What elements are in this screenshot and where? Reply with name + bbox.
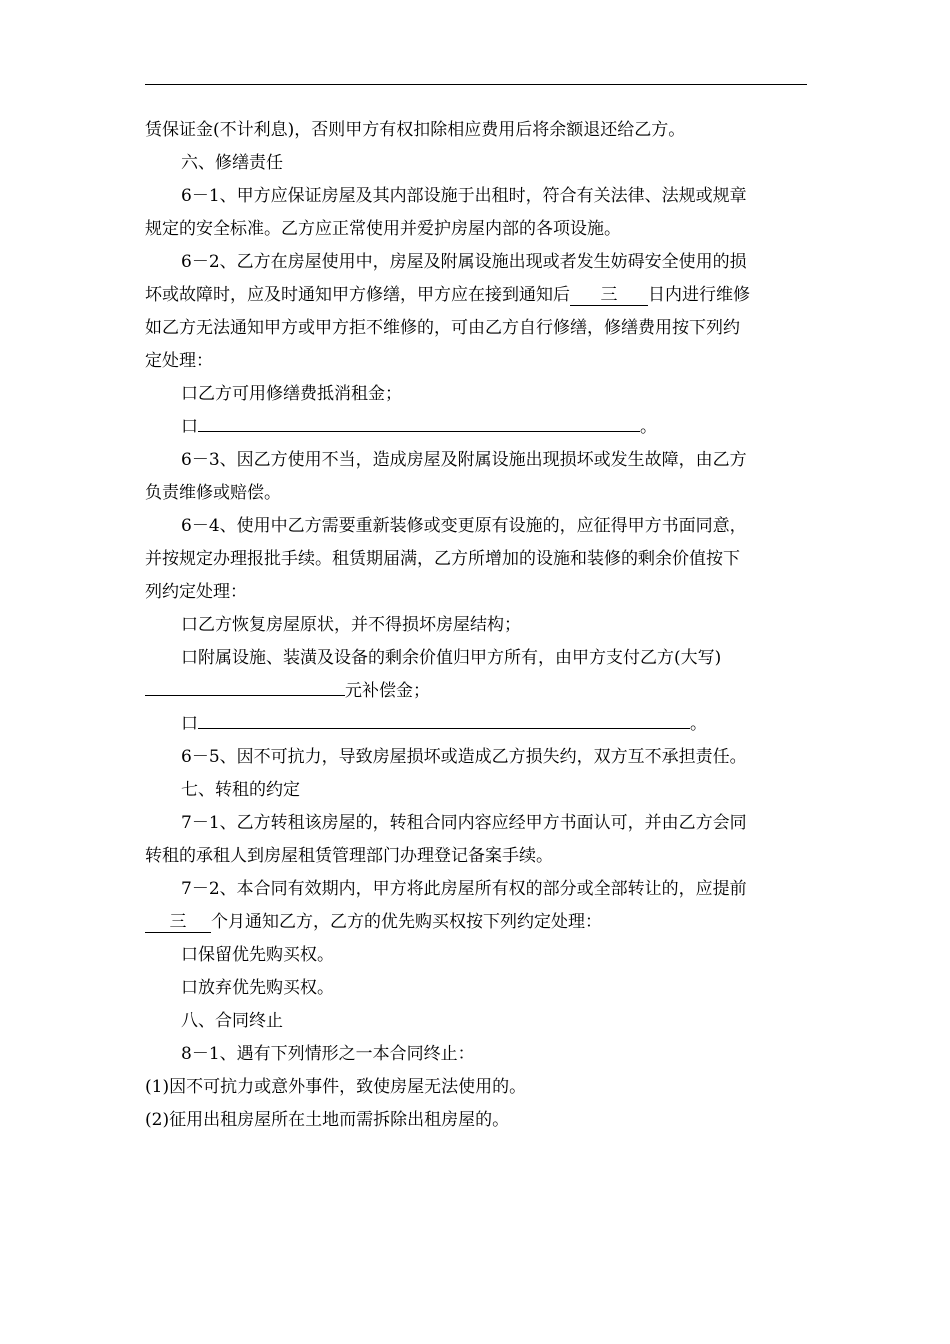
list-item: (2)征用出租房屋所在土地而需拆除出租房屋的。 xyxy=(145,1110,510,1130)
paragraph-line-with-blank xyxy=(145,675,809,708)
fill-blank xyxy=(198,728,690,729)
paragraph-line-with-blank xyxy=(145,906,809,939)
paragraph-line: 定处理： xyxy=(145,351,213,371)
paragraph-line: 6－4、使用中乙方需要重新装修或变更原有设施的，应征得甲方书面同意， xyxy=(181,516,747,536)
fill-blank-amount xyxy=(145,695,345,696)
line-text: 日内进行维修 xyxy=(648,285,750,305)
paragraph-line-with-blank xyxy=(145,279,809,312)
paragraph-line: 赁保证金(不计利息)，否则甲方有权扣除相应费用后将余额退还给乙方。 xyxy=(145,120,686,140)
paragraph-line: 列约定处理： xyxy=(145,582,247,602)
line-text: 元补偿金； xyxy=(345,681,430,701)
paragraph-line: 7－1、乙方转租该房屋的，转租合同内容应经甲方书面认可，并由乙方会同 xyxy=(181,813,747,833)
paragraph-line: 8－1、遇有下列情形之一本合同终止： xyxy=(181,1044,475,1064)
paragraph-line: 负责维修或赔偿。 xyxy=(145,483,281,503)
checkbox-option-blank xyxy=(145,708,809,741)
section-heading: 六、修缮责任 xyxy=(181,153,283,173)
section-heading: 七、转租的约定 xyxy=(181,780,300,800)
checkbox-option: 口附属设施、装潢及设备的剩余价值归甲方所有，由甲方支付乙方(大写) xyxy=(181,648,722,668)
document-body xyxy=(145,114,809,1137)
paragraph-line: 7－2、本合同有效期内，甲方将此房屋所有权的部分或全部转让的，应提前 xyxy=(181,879,747,899)
checkbox-mark: 口 xyxy=(181,714,198,734)
fill-blank-months: 三 xyxy=(145,912,211,933)
paragraph-line: 规定的安全标准。乙方应正常使用并爱护房屋内部的各项设施。 xyxy=(145,219,621,239)
checkbox-option: 口乙方可用修缮费抵消租金； xyxy=(181,384,402,404)
line-text: 个月通知乙方，乙方的优先购买权按下列约定处理： xyxy=(211,912,602,932)
paragraph-line: 6－2、乙方在房屋使用中，房屋及附属设施出现或者发生妨碍安全使用的损 xyxy=(181,252,747,272)
line-end: 。 xyxy=(640,417,657,437)
paragraph-line: 并按规定办理报批手续。租赁期届满，乙方所增加的设施和装修的剩余价值按下 xyxy=(145,549,740,569)
checkbox-mark: 口 xyxy=(181,417,198,437)
checkbox-option-blank xyxy=(145,411,809,444)
paragraph-line: 如乙方无法通知甲方或甲方拒不维修的，可由乙方自行修缮，修缮费用按下列约 xyxy=(145,318,740,338)
paragraph-line: 转租的承租人到房屋租赁管理部门办理登记备案手续。 xyxy=(145,846,553,866)
fill-blank xyxy=(198,431,640,432)
paragraph-line: 6－5、因不可抗力，导致房屋损坏或造成乙方损失约，双方互不承担责任。 xyxy=(181,747,747,767)
header-rule xyxy=(145,84,807,85)
paragraph-line: 6－3、因乙方使用不当，造成房屋及附属设施出现损坏或发生故障，由乙方 xyxy=(181,450,747,470)
line-end: 。 xyxy=(690,714,707,734)
line-text: 坏或故障时，应及时通知甲方修缮，甲方应在接到通知后 xyxy=(145,285,570,305)
paragraph-line: 6－1、甲方应保证房屋及其内部设施于出租时，符合有关法律、法规或规章 xyxy=(181,186,747,206)
checkbox-option: 口保留优先购买权。 xyxy=(181,945,334,965)
checkbox-option: 口乙方恢复房屋原状，并不得损坏房屋结构； xyxy=(181,615,521,635)
section-heading: 八、合同终止 xyxy=(181,1011,283,1031)
checkbox-option: 口放弃优先购买权。 xyxy=(181,978,334,998)
list-item: (1)因不可抗力或意外事件，致使房屋无法使用的。 xyxy=(145,1077,527,1097)
fill-blank-days: 三 xyxy=(570,285,648,306)
